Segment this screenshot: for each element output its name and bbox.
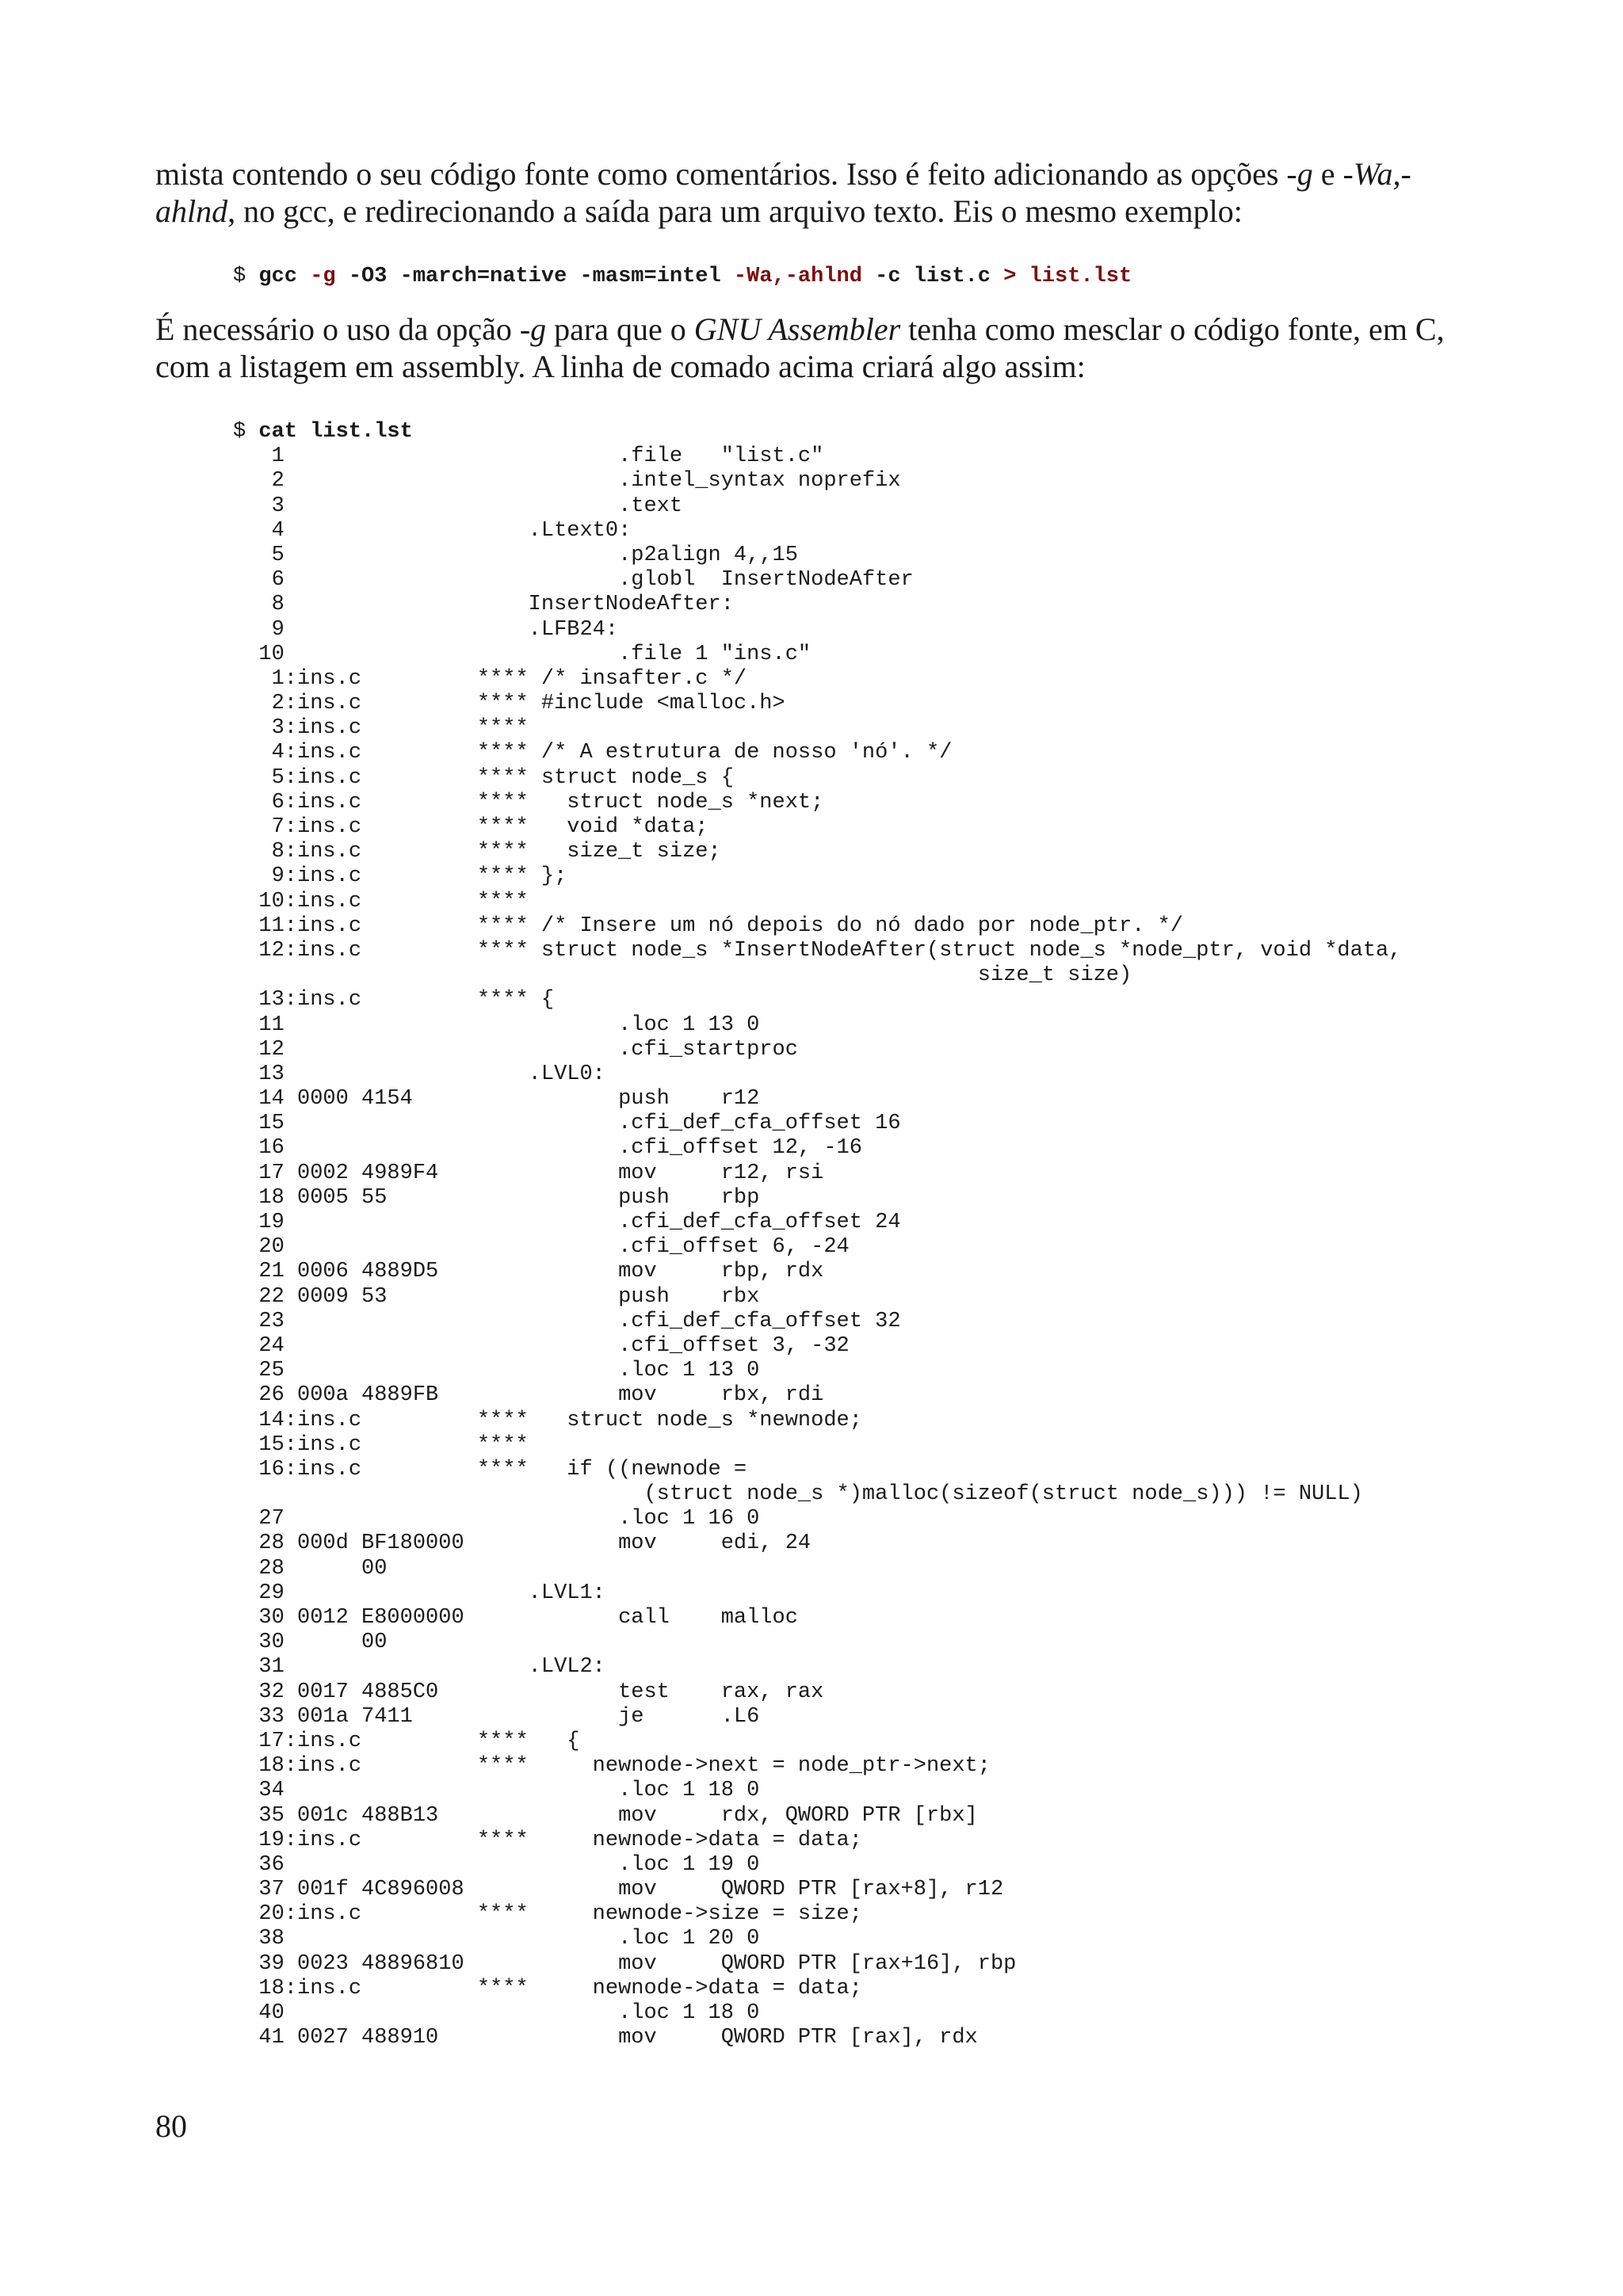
listing-line: 4:ins.c **** /* A estrutura de nosso 'nó'. */ (233, 741, 953, 765)
gnu-assembler-term: GNU Assembler (693, 311, 901, 347)
option-wa-ahlnd: -Wa,-ahlnd (155, 156, 1411, 229)
listing-line: 9:ins.c **** }; (233, 864, 567, 889)
listing-line: 13:ins.c **** { (233, 988, 555, 1013)
option-g: -g (1286, 156, 1313, 192)
listing-line: 36 .loc 1 19 0 (233, 1852, 760, 1877)
listing-line: 33 001a 7411 je .L6 (233, 1704, 760, 1729)
listing-body (233, 444, 1401, 2050)
listing-line: 1 .file "list.c" (233, 444, 824, 469)
listing-line: 11:ins.c **** /* Insere um nó depois do nó dado por node_ptr. */ (233, 913, 1183, 938)
listing-line: 5:ins.c **** struct node_s { (233, 765, 734, 790)
listing-line: (struct node_s *)malloc(sizeof(struct node_s))) != NULL) (233, 1482, 1363, 1507)
listing-line: 2 .intel_syntax noprefix (233, 469, 901, 494)
listing-line: 3:ins.c **** (233, 716, 529, 741)
listing-line: 41 0027 488910 mov QWORD PTR [rax], rdx (233, 2026, 978, 2050)
paragraph-text: mista contendo o seu código fonte como comentários. Isso é feito adicionando as opções (155, 156, 1287, 192)
listing-line: 16:ins.c **** if ((newnode = (233, 1457, 747, 1482)
listing-line: 12 .cfi_startproc (233, 1037, 798, 1062)
listing-line: 8 InsertNodeAfter: (233, 593, 734, 617)
intro-paragraph (155, 155, 1471, 230)
listing-line: 4 .Ltext0: (233, 518, 632, 543)
listing-line: 20 .cfi_offset 6, -24 (233, 1235, 850, 1260)
listing-line: 12:ins.c **** struct node_s *InsertNodeAfter(struct node_s *node_ptr, void *data, (233, 938, 1402, 963)
assembly-listing (233, 420, 1401, 2050)
shell-prompt: $ (233, 420, 259, 444)
listing-line: 39 0023 48896810 mov QWORD PTR [rax+16], rbp (233, 1951, 1017, 1976)
paragraph-text: e (1312, 156, 1343, 192)
listing-line: 10 .file 1 "ins.c" (233, 642, 812, 666)
listing-line: 32 0017 4885C0 test rax, rax (233, 1680, 824, 1704)
listing-line: 17:ins.c **** { (233, 1729, 580, 1753)
listing-line: size_t size) (233, 963, 1132, 988)
paragraph-text: É necessário o uso da opção (155, 311, 520, 347)
listing-line: 31 .LVL2: (233, 1655, 605, 1680)
shell-prompt: $ (233, 265, 259, 288)
listing-line: 15 .cfi_def_cfa_offset 16 (233, 1112, 901, 1136)
listing-line: 19 .cfi_def_cfa_offset 24 (233, 1211, 901, 1234)
listing-line: 14 0000 4154 push r12 (233, 1087, 760, 1112)
listing-line: 34 .loc 1 18 0 (233, 1779, 760, 1803)
gcc-command-line (233, 265, 1132, 289)
listing-line: 40 .loc 1 18 0 (233, 2001, 760, 2025)
listing-line: 21 0006 4889D5 mov rbp, rdx (233, 1260, 824, 1284)
listing-line: 37 001f 4C896008 mov QWORD PTR [rax+8], r12 (233, 1878, 1004, 1902)
paragraph-text: tenha como mesclar o código fonte, em C, com a listagem em assembly. A linha de comado acima criará algo assim: (155, 311, 1445, 384)
listing-line: 35 001c 488B13 mov rdx, QWORD PTR [rbx] (233, 1803, 978, 1828)
listing-line: 18:ins.c **** newnode->next = node_ptr->next; (233, 1754, 991, 1779)
command-option-highlight: -Wa,-ahlnd (733, 265, 862, 288)
listing-line: 24 .cfi_offset 3, -32 (233, 1333, 850, 1358)
listing-line: 25 .loc 1 13 0 (233, 1359, 760, 1383)
listing-line: 5 .p2align 4,,15 (233, 543, 798, 567)
listing-line: 22 0009 53 push rbx (233, 1284, 760, 1309)
listing-line: 19:ins.c **** newnode->data = data; (233, 1828, 862, 1852)
listing-line: 7:ins.c **** void *data; (233, 815, 708, 839)
listing-line: 29 .LVL1: (233, 1581, 605, 1605)
listing-line: 27 .loc 1 16 0 (233, 1507, 760, 1531)
listing-line: 20:ins.c **** newnode->size = size; (233, 1902, 862, 1927)
command-option-highlight: -g (310, 265, 336, 288)
listing-line: 6 .globl InsertNodeAfter (233, 568, 914, 593)
cat-command: cat list.lst (258, 420, 413, 444)
listing-line: 11 .loc 1 13 0 (233, 1013, 760, 1037)
paragraph-text: , no gcc, e redirecionando a saída para um arquivo texto. Eis o mesmo exemplo: (227, 193, 1243, 229)
listing-line: 28 00 (233, 1556, 388, 1581)
paragraph-text: para que o (546, 311, 694, 347)
listing-line: 1:ins.c **** /* insafter.c */ (233, 666, 747, 691)
listing-line: 18 0005 55 push rbp (233, 1185, 760, 1210)
listing-line: 23 .cfi_def_cfa_offset 32 (233, 1309, 901, 1333)
command-part: gcc (258, 265, 311, 288)
listing-line: 17 0002 4989F4 mov r12, rsi (233, 1161, 824, 1185)
listing-line: 6:ins.c **** struct node_s *next; (233, 790, 824, 814)
listing-line: 26 000a 4889FB mov rbx, rdi (233, 1383, 824, 1408)
listing-line: 16 .cfi_offset 12, -16 (233, 1136, 862, 1161)
listing-line: 18:ins.c **** newnode->data = data; (233, 1976, 862, 2000)
listing-line: 13 .LVL0: (233, 1062, 605, 1086)
listing-line: 9 .LFB24: (233, 617, 619, 642)
page-number: 80 (155, 2108, 187, 2144)
listing-line: 30 00 (233, 1630, 388, 1655)
explanation-paragraph (155, 311, 1471, 385)
listing-line: 2:ins.c **** #include <malloc.h> (233, 692, 785, 716)
listing-line: 38 .loc 1 20 0 (233, 1927, 760, 1951)
listing-line: 10:ins.c **** (233, 889, 529, 913)
listing-line: 14:ins.c **** struct node_s *newnode; (233, 1408, 862, 1432)
listing-line: 28 000d BF180000 mov edi, 24 (233, 1531, 812, 1556)
option-g: -g (519, 311, 547, 347)
listing-line: 3 .text (233, 494, 683, 518)
command-part: -c list.c (861, 265, 1004, 288)
command-part: -O3 -march=native -masm=intel (335, 265, 734, 288)
listing-line: 8:ins.c **** size_t size; (233, 840, 721, 864)
listing-line: 30 0012 E8000000 call malloc (233, 1606, 798, 1630)
listing-command-line (233, 420, 1401, 444)
listing-line: 15:ins.c **** (233, 1432, 529, 1457)
command-redirect-highlight: > list.lst (1003, 265, 1132, 288)
